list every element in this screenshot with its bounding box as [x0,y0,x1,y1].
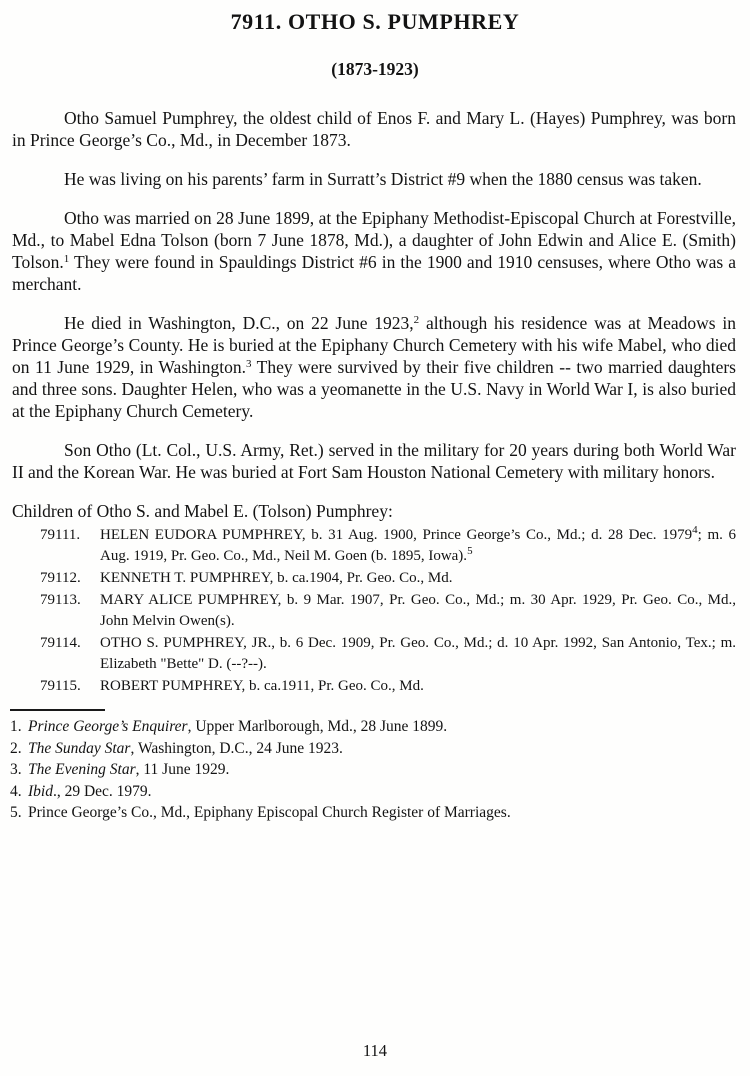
text-segment: He died in Washington, D.C., on 22 June 1923, [64,313,414,333]
text-segment: ., 29 Dec. 1979. [52,782,152,800]
text-segment: , Washington, D.C., 24 June 1923. [130,739,343,757]
text-segment: The Evening Star [28,761,136,778]
text-segment: ROBERT PUMPHREY, b. ca.1911, Pr. Geo. Co., Md. [100,678,424,694]
child-entry [12,633,736,675]
text-segment: Son Otho (Lt. Col., U.S. Army, Ret.) served in the military for 20 years during both World War II and the Korean War. He was buried at Fort Sam Houston National Cemetery with military honors. [12,440,736,482]
text-segment: They were found in Spauldings District #6 in the 1900 and 1910 censuses, where Otho was a merchant. [12,252,736,294]
footnote-number: 1. [10,718,22,735]
text-segment: Ibid [28,782,53,800]
footnote-text [28,718,447,735]
child-text [100,592,736,629]
child-entry [12,676,736,697]
child-number: 79111. [40,527,81,543]
text-segment: although his residence was at Meadows in Prince George’s County. He is buried at the Epiphany Church Cemetery with his wife Mabel, who died on 11 June 1929, in Washington. [12,313,737,377]
paragraph-birth [12,107,736,151]
text-segment: The Sunday Star [28,739,131,757]
text-segment: ; m. 6 Aug. 1919, Pr. Geo. Co., Md., Neil M. Goen (b. 1895, Iowa). [100,527,737,564]
children-heading: Children of Otho S. and Mabel E. (Tolson) Pumphrey: [12,501,393,521]
text-segment: Prince George’s Co., Md., Epiphany Episcopal Church Register of Marriages. [28,804,511,821]
text-segment: Otho was married on 28 June 1899, at the Epiphany Methodist-Episcopal Church at Forestville, Md., to Mabel Edna Tolson (born 7 June 1878, Md.), a daughter of John Edwin and Alice E. (Smith) Tolson. [12,208,736,272]
child-entry [12,525,736,567]
paragraph-marriage [12,207,736,295]
footnotes-block [10,716,736,824]
child-number: 79112. [40,570,81,586]
child-text [100,524,737,564]
section-title: 7911. OTHO S. PUMPHREY [230,9,520,34]
footnote [10,759,736,781]
page-number: 114 [362,1041,388,1060]
section-years: (1873-1923) [331,59,419,79]
text-segment: He was living on his parents’ farm in Surratt’s District #9 when the 1880 census was taken. [64,169,702,189]
footnote-text [28,761,229,778]
text-segment: Prince George’s Enquirer [28,718,188,735]
child-entry [12,590,736,632]
child-number: 79114. [40,635,81,651]
footnote-separator-rule [10,709,105,711]
text-segment: OTHO S. PUMPHREY, JR., b. 6 Dec. 1909, Pr. Geo. Co., Md.; d. 10 Apr. 1992, San Antonio, Tex.; m. Elizabeth "Bette" D. (--?--). [100,635,736,672]
footnote-number: 4. [10,782,22,800]
child-text [100,570,453,586]
text-segment: They were survived by their five children -- two married daughters and three sons. Daughter Helen, who was a yeomanette in the U.S. Navy in World War I, is also buried at the Epiphany Church Cemetery. [12,357,736,421]
paragraph-death [12,312,736,422]
child-text [100,635,736,672]
footnote-text [28,740,343,757]
footnote-reference-superscript: 2 [413,314,420,326]
child-entry [12,568,736,589]
child-number: 79113. [40,592,81,608]
footnote [10,716,736,738]
footnote-reference-superscript: 3 [245,358,252,370]
footnote-number: 5. [10,804,22,821]
footnote-number: 2. [10,739,22,757]
paragraph-son-otho [12,439,736,483]
text-segment: Otho Samuel Pumphrey, the oldest child of Enos F. and Mary L. (Hayes) Pumphrey, was born in Prince George’s Co., Md., in December 1873. [12,108,736,150]
footnote-text [28,804,511,821]
child-text [100,678,424,694]
paragraph-1880-census [12,168,736,190]
text-segment: , 11 June 1929. [135,761,230,778]
text-segment: KENNETH T. PUMPHREY, b. ca.1904, Pr. Geo. Co., Md. [100,570,453,586]
footnote-text [28,783,152,800]
child-number: 79115. [40,678,81,694]
footnote-reference-superscript: 1 [63,253,70,265]
body-text-block [12,107,736,697]
footnote-number: 3. [10,761,22,778]
footnote-reference-superscript: 5 [467,545,473,557]
text-segment: HELEN EUDORA PUMPHREY, b. 31 Aug. 1900, Prince George’s Co., Md.; d. 28 Dec. 1979 [100,527,693,543]
text-segment: MARY ALICE PUMPHREY, b. 9 Mar. 1907, Pr. Geo. Co., Md.; m. 30 Apr. 1929, Pr. Geo. Co., Md., John Melvin Owen(s). [100,592,736,629]
footnote [10,738,736,760]
footnote [10,781,736,803]
text-segment: , Upper Marlborough, Md., 28 June 1899. [187,718,448,735]
footnote [10,802,736,824]
footnote-reference-superscript: 4 [692,524,698,536]
